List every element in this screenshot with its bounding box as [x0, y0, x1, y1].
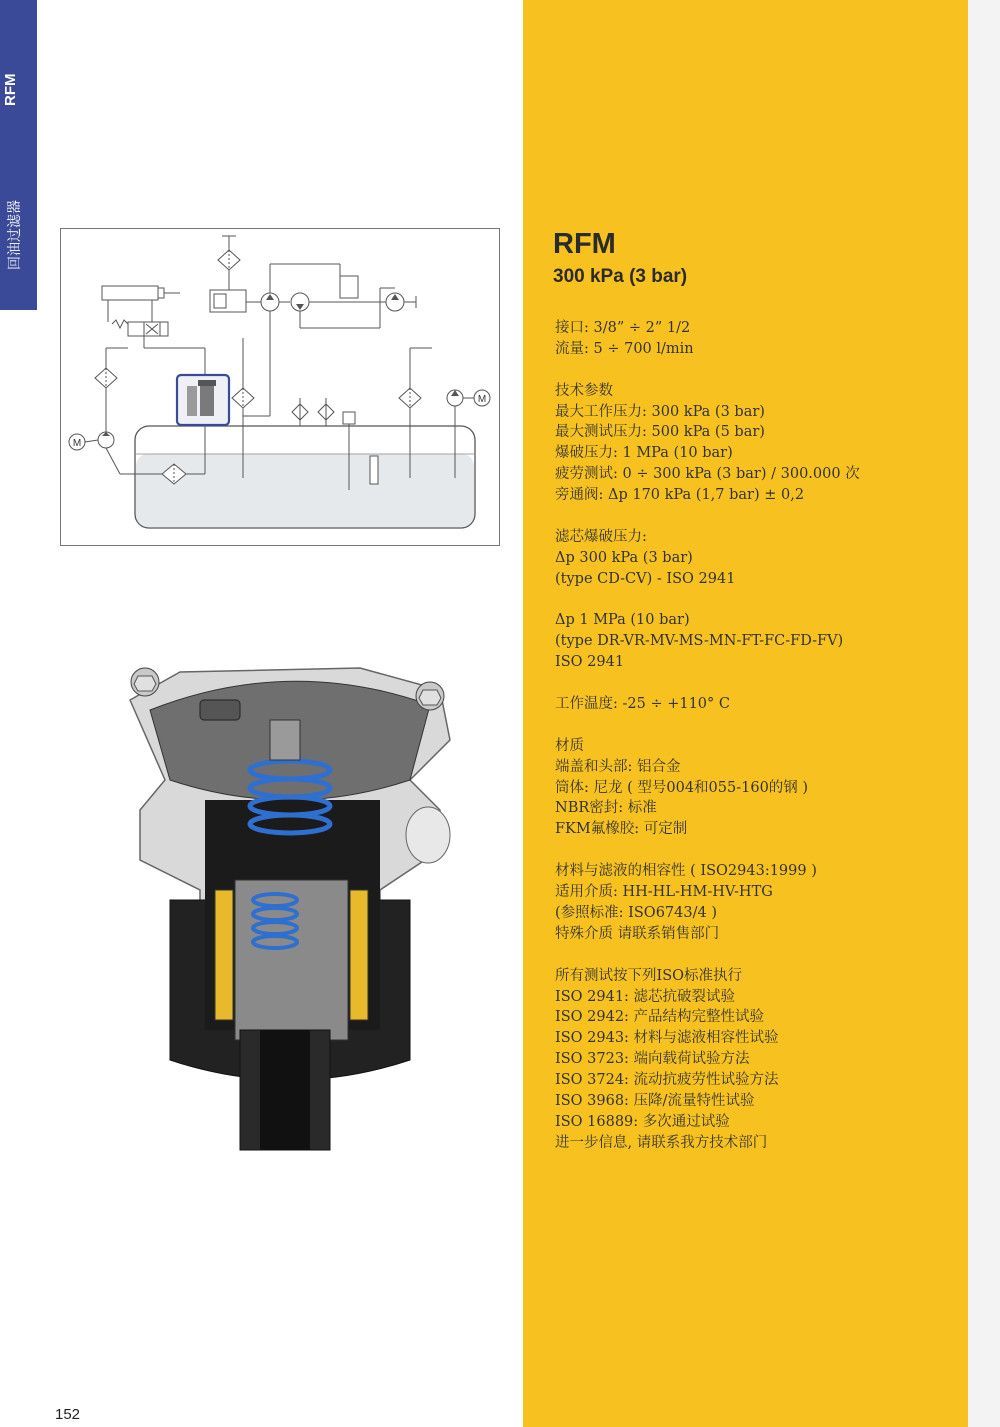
spec-gap	[555, 360, 965, 381]
product-title: RFM	[553, 228, 616, 260]
spec-line: (type DR-VR-MV-MS-MN-FT-FC-FD-FV)	[555, 633, 844, 650]
spec-gap	[555, 840, 965, 861]
spec-line: 材料与滤液的相容性 ( ISO2943:1999 )	[555, 863, 817, 880]
spec-line: 特殊介质 请联系销售部门	[555, 925, 720, 942]
right-margin-strip	[968, 0, 1000, 1427]
spec-line: Δp 300 kPa (3 bar)	[555, 549, 693, 566]
spec-gap	[555, 590, 965, 611]
spec-line: 最大测试压力: 500 kPa (5 bar)	[555, 424, 765, 441]
spec-line: 材质	[555, 737, 584, 754]
left-motor-label: M	[72, 438, 82, 449]
filter-cutaway-illustration	[110, 660, 470, 1160]
spec-gap	[555, 506, 965, 527]
spec-line: ISO 2941: 滤芯抗破裂试验	[555, 988, 736, 1005]
cylinder	[102, 286, 158, 300]
side-tab-category: 回油过滤器	[7, 200, 23, 270]
spec-line: 流量: 5 ÷ 700 l/min	[555, 340, 694, 357]
spec-line: 工作温度: -25 ÷ +110° C	[555, 696, 730, 713]
spec-line: ISO 3723: 端向载荷试验方法	[555, 1051, 750, 1068]
spec-gap	[555, 715, 965, 736]
spec-line: 旁通阀: Δp 170 kPa (1,7 bar) ± 0,2	[555, 487, 805, 504]
spec-line: 进一步信息, 请联系我方技术部门	[555, 1134, 768, 1151]
spec-line: 端盖和头部: 铝合金	[555, 758, 681, 775]
side-tab	[0, 0, 37, 310]
right-motor-label: M	[477, 394, 487, 405]
spec-line: ISO 2943: 材料与滤液相容性试验	[555, 1030, 779, 1047]
spec-line: 筒体: 尼龙 ( 型号004和055-160的钢 )	[555, 779, 809, 796]
spec-line: (type CD-CV) - ISO 2941	[555, 570, 736, 587]
product-subtitle: 300 kPa (3 bar)	[553, 266, 688, 287]
spec-line: 滤芯爆破压力:	[555, 528, 647, 545]
spec-line: ISO 16889: 多次通过试验	[555, 1113, 730, 1130]
hydraulic-schematic	[60, 228, 500, 546]
spec-line: ISO 3968: 压降/流量特性试验	[555, 1092, 755, 1109]
spec-line: 最大工作压力: 300 kPa (3 bar)	[555, 403, 765, 420]
spec-line: (参照标准: ISO6743/4 )	[555, 904, 717, 921]
spec-line: NBR密封: 标准	[555, 800, 657, 817]
spec-gap	[555, 673, 965, 694]
spec-line: Δp 1 MPa (10 bar)	[555, 612, 690, 629]
spec-line: 疲劳测试: 0 ÷ 300 kPa (3 bar) / 300.000 次	[555, 466, 860, 483]
page-number: 152	[55, 1406, 81, 1423]
spec-line: 技术参数	[555, 382, 613, 399]
spec-line: 适用介质: HH-HL-HM-HV-HTG	[555, 884, 773, 901]
spec-line: 接口: 3/8” ÷ 2” 1/2	[555, 320, 691, 336]
spec-line: 爆破压力: 1 MPa (10 bar)	[555, 445, 733, 462]
spec-list	[555, 318, 965, 1154]
spec-line: FKM氟橡胶: 可定制	[555, 821, 688, 838]
spec-line: ISO 2942: 产品结构完整性试验	[555, 1009, 765, 1026]
spec-line: ISO 2941	[555, 654, 625, 671]
spec-line: 所有测试按下列ISO标准执行	[555, 967, 743, 984]
spec-line: ISO 3724: 流动抗疲劳性试验方法	[555, 1072, 779, 1089]
side-tab-code: RFM	[2, 73, 19, 106]
spec-gap	[555, 945, 965, 966]
